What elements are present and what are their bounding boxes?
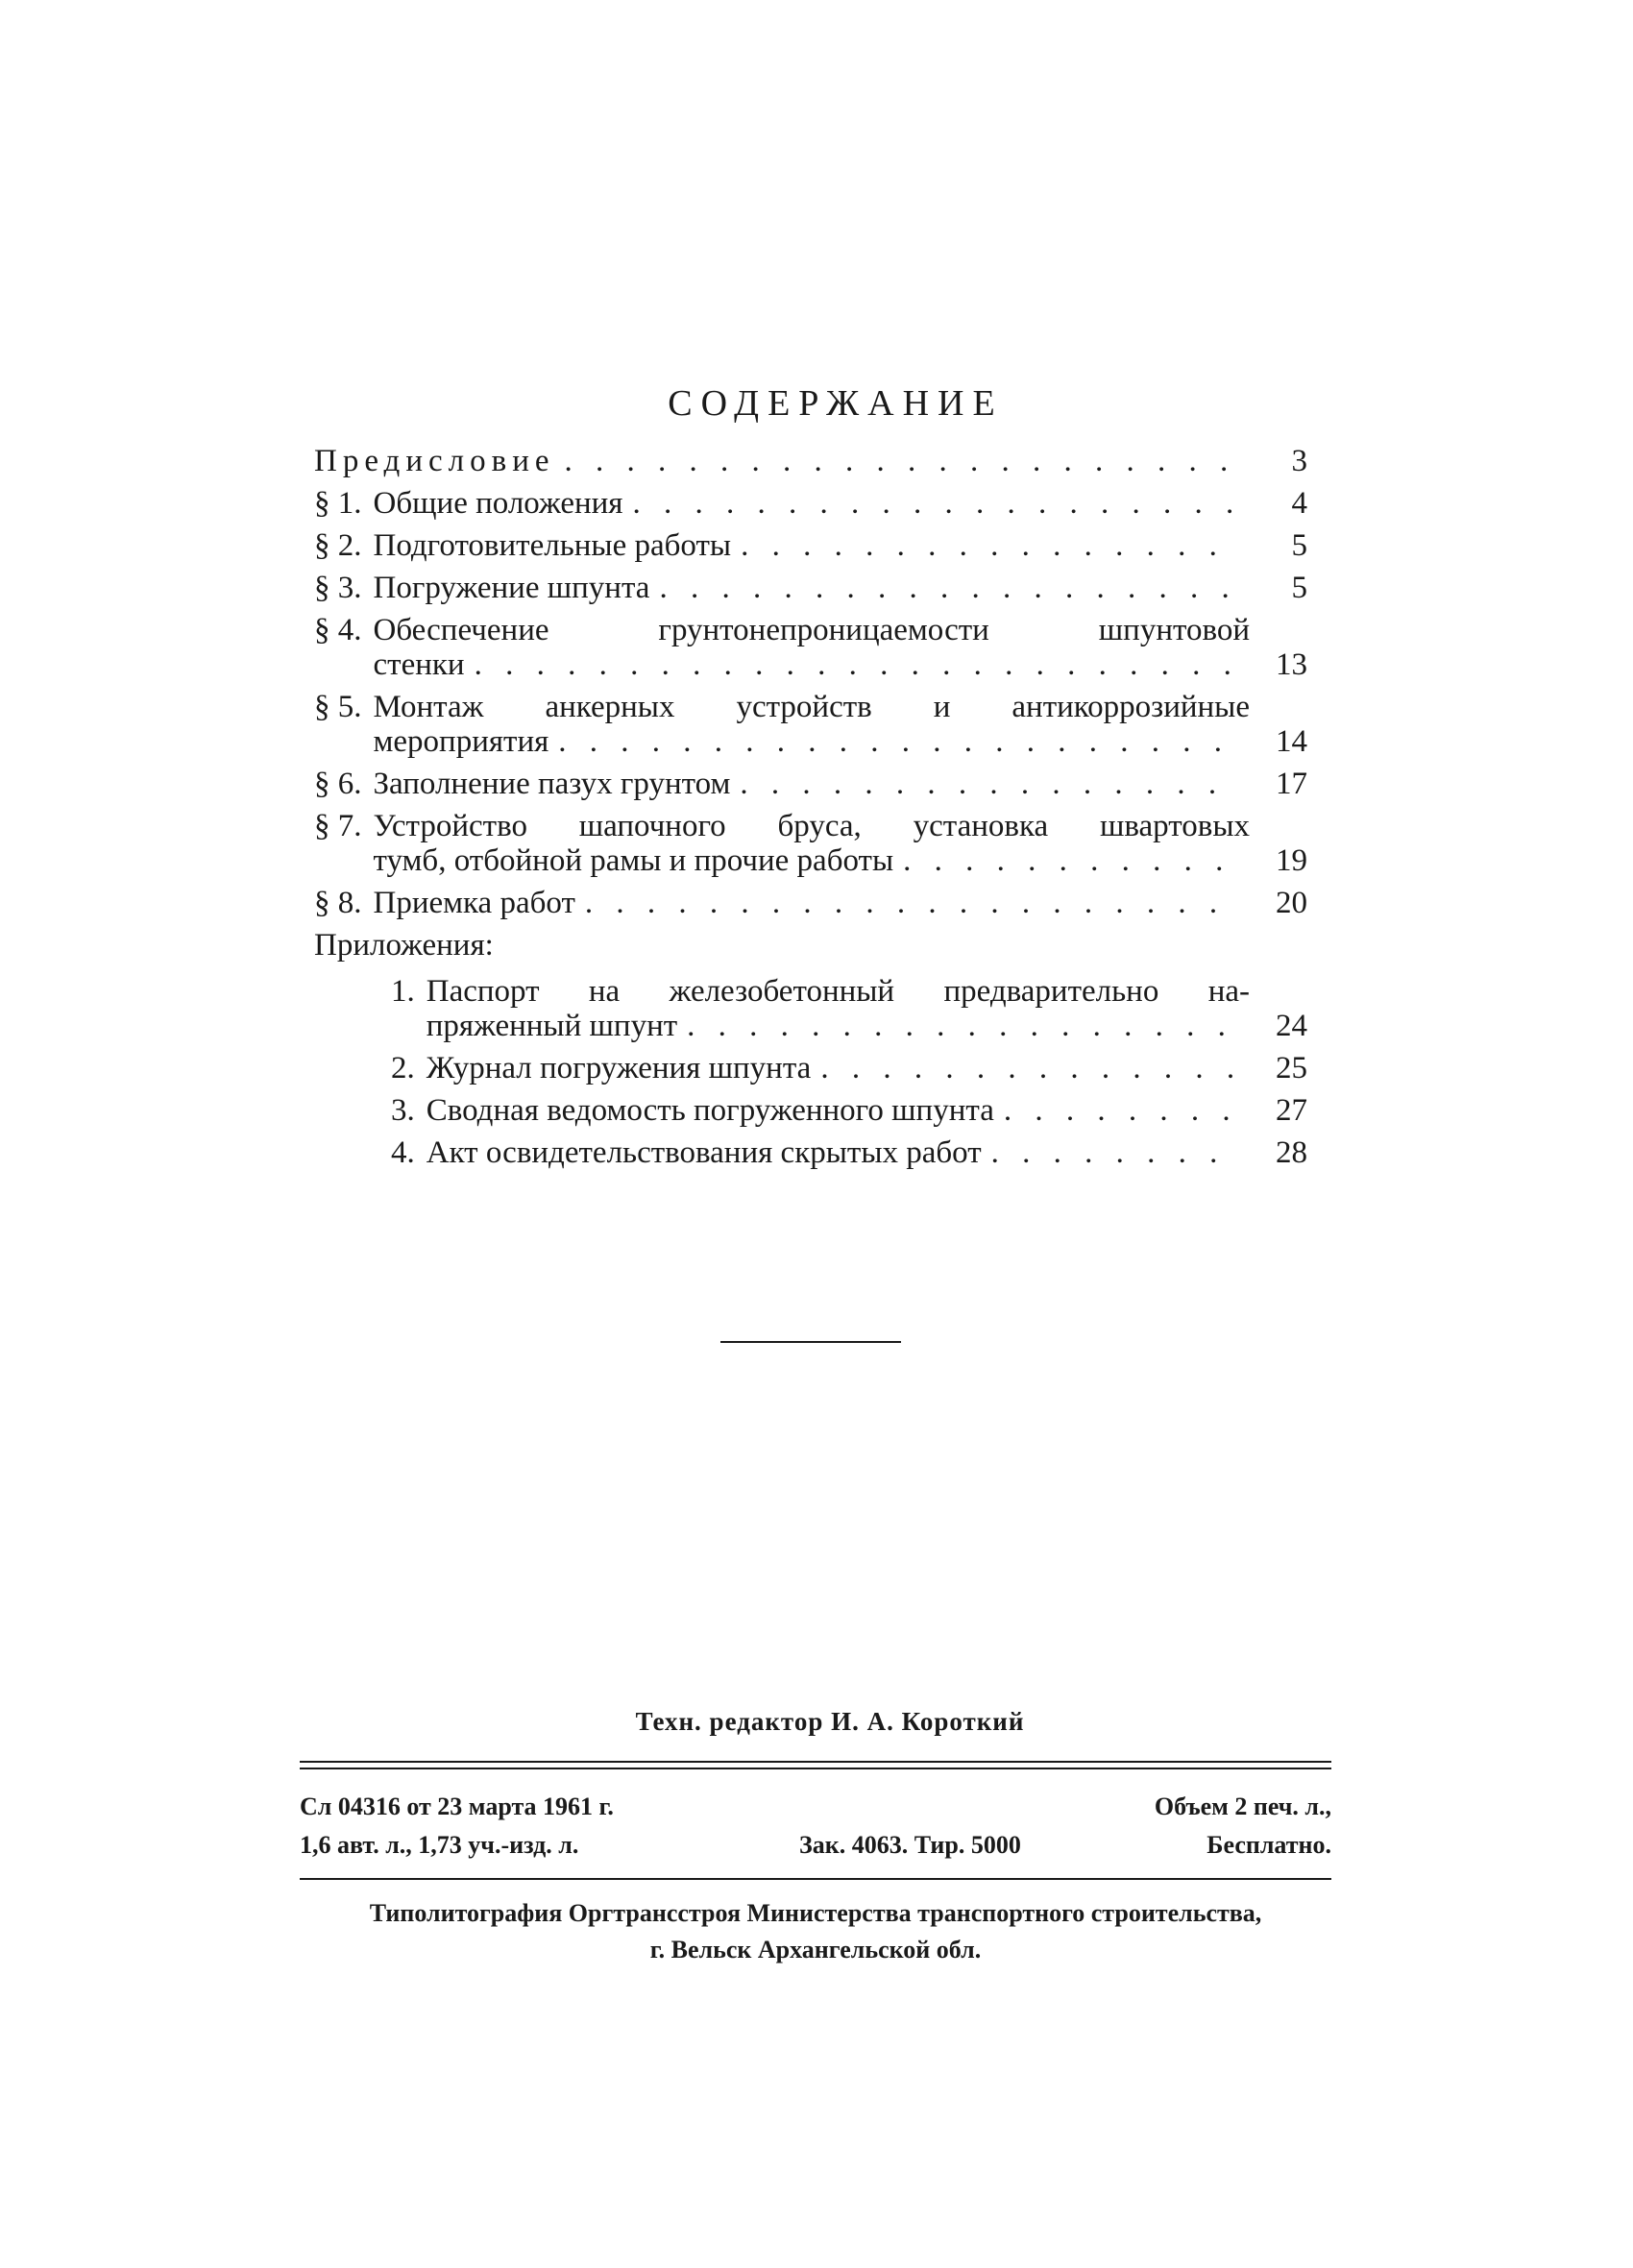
tech-editor-credit: Техн. редактор И. А. Короткий [635,1707,1025,1736]
toc-entry-section-7 [314,809,1307,878]
section-number: § 2. [314,528,362,563]
leader-dots [475,647,1240,682]
toc-entry-label-line1: Устройство шапочного бруса, установка швартовых [373,809,1250,843]
publication-license: Сл 04316 от 23 марта 1961 г. [300,1792,614,1820]
toc-entry-section-3 [314,571,1307,605]
author-sheets: 1,6 авт. л., 1,73 уч.-изд. л. [300,1831,579,1859]
table-of-contents [314,444,1307,1178]
leader-dots [565,444,1241,478]
toc-entry-section-8 [314,886,1307,920]
toc-entry-section-5 [314,690,1307,759]
toc-entry-label: Сводная ведомость погруженного шпунта [426,1093,994,1128]
price-info: Бесплатно. [1206,1831,1331,1859]
leader-dots [740,767,1240,801]
leader-dots [687,1009,1240,1043]
toc-entry-label-line1: Монтаж анкерных устройств и антикоррозийные [373,690,1250,724]
appendices-heading: Приложения: [314,928,494,963]
order-and-print-run: Зак. 4063. Тир. 5000 [799,1831,1021,1859]
toc-entry-appendix-2 [314,1051,1307,1085]
section-number: § 1. [314,486,362,521]
toc-page-number: 27 [1276,1093,1307,1128]
toc-entry-label-line2: мероприятия [373,724,549,759]
leader-dots [585,886,1240,920]
section-number: § 3. [314,571,362,605]
printer-line-2: г. Вельск Архангельской обл. [649,1936,982,1963]
toc-entry-section-4 [314,613,1307,682]
section-divider [720,1341,901,1343]
leader-dots [991,1135,1240,1170]
toc-entry-appendix-1 [314,974,1307,1043]
toc-entry-label-line2: стенки [373,647,465,682]
toc-title: СОДЕРЖАНИЕ [668,383,1004,424]
leader-dots [1004,1093,1240,1128]
toc-entry-preface [314,444,1307,478]
toc-entry-label: Акт освидетельствования скрытых работ [426,1135,982,1170]
leader-dots [741,528,1240,563]
appendix-number: 4. [391,1135,415,1170]
printing-house [300,1895,1331,1968]
leader-dots [558,724,1240,759]
toc-page-number: 5 [1291,571,1307,605]
toc-entry-appendix-4 [314,1135,1307,1170]
toc-entry-label: Приемка работ [373,886,575,920]
imprint-rule [300,1878,1331,1880]
section-number: § 7. [314,809,362,843]
toc-page-number: 20 [1276,886,1307,920]
toc-page-number: 13 [1276,647,1307,682]
toc-entry-section-1 [314,486,1307,521]
toc-page-number: 25 [1276,1051,1307,1085]
toc-entry-label: Общие положения [373,486,623,521]
section-number: § 6. [314,767,362,801]
volume-info: Объем 2 печ. л., [1154,1792,1331,1820]
toc-entry-label-line2: пряженный шпунт [426,1009,678,1043]
toc-page-number: 14 [1276,724,1307,759]
toc-entry-section-6 [314,767,1307,801]
toc-page-number: 19 [1276,843,1307,878]
section-number: § 5. [314,690,362,724]
toc-entry-label: Подготовительные работы [373,528,732,563]
toc-entry-appendix-3 [314,1093,1307,1128]
imprint-double-rule [300,1761,1331,1769]
toc-page-number: 24 [1276,1009,1307,1043]
leader-dots [820,1051,1240,1085]
toc-entry-label: Заполнение пазух грунтом [373,767,731,801]
leader-dots [903,843,1240,878]
toc-entry-label: Предисловие [314,444,555,478]
toc-page-number: 4 [1291,486,1307,521]
toc-page-number: 3 [1291,444,1307,478]
toc-page-number: 17 [1276,767,1307,801]
leader-dots [659,571,1240,605]
toc-entry-section-2 [314,528,1307,563]
toc-entry-label: Журнал погружения шпунта [426,1051,812,1085]
appendix-number: 1. [391,974,415,1009]
toc-entry-label-line1: Паспорт на железобетонный предварительно на- [426,974,1250,1009]
imprint-row-2 [300,1831,1331,1860]
section-number: § 4. [314,613,362,647]
imprint-row-1 [300,1792,1331,1821]
leader-dots [632,486,1240,521]
toc-entry-label-line2: тумб, отбойной рамы и прочие работы [373,843,894,878]
appendix-number: 3. [391,1093,415,1128]
toc-entry-label: Погружение шпунта [373,571,650,605]
toc-page-number: 28 [1276,1135,1307,1170]
toc-page-number: 5 [1291,528,1307,563]
section-number: § 8. [314,886,362,920]
appendix-number: 2. [391,1051,415,1085]
toc-entry-label-line1: Обеспечение грунтонепроницаемости шпунтовой [373,613,1250,647]
printer-line-1: Типолитография Оргтрансстроя Министерства транспортного строительства, [369,1899,1262,1927]
